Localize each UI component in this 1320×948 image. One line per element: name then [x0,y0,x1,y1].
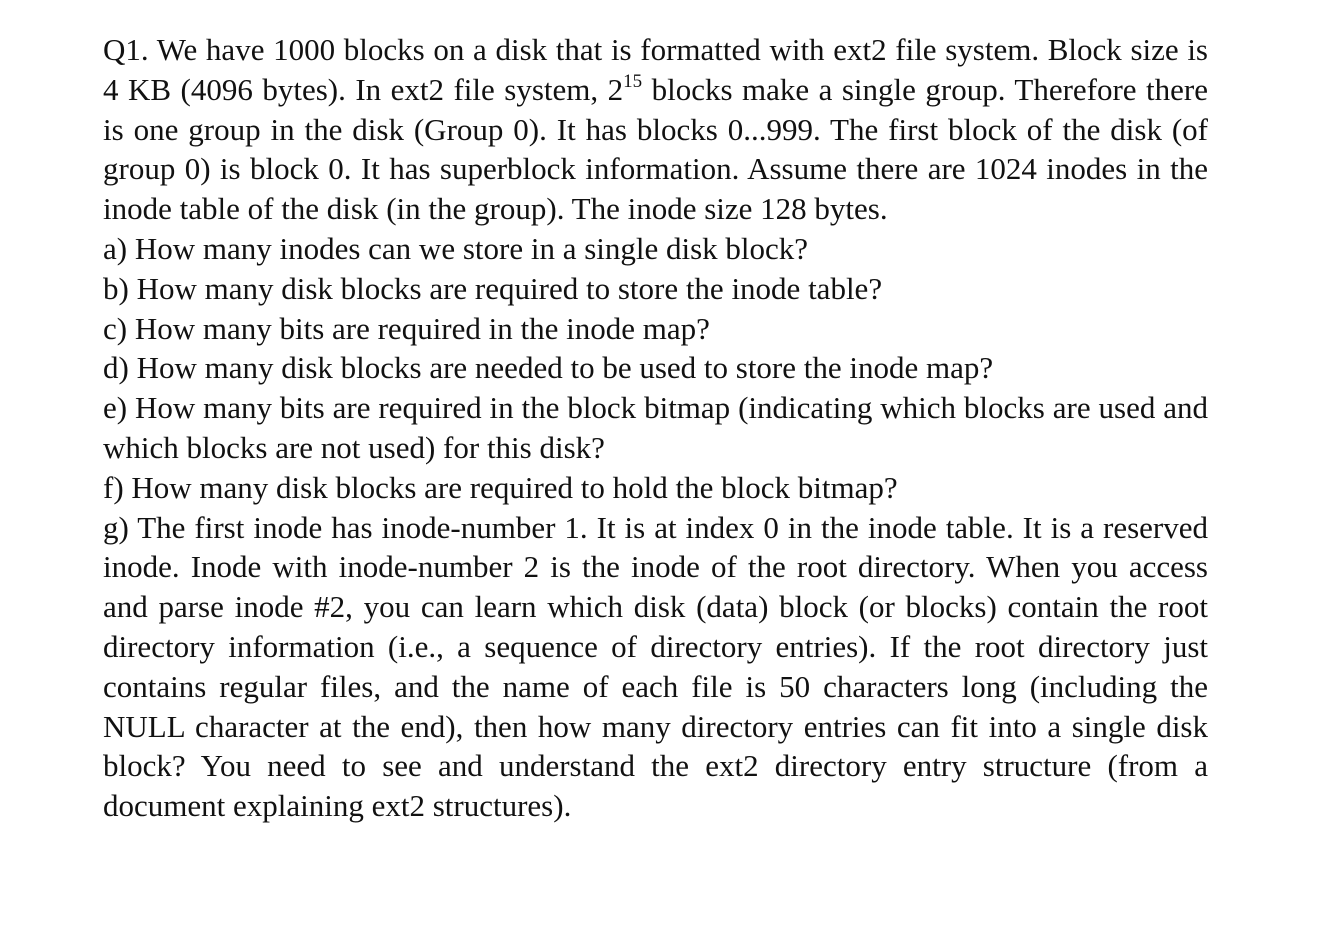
exponent: 15 [623,70,643,92]
question-item-b: b) How many disk blocks are required to store the inode table? [103,270,883,306]
question-intro [103,30,1208,229]
question-item-c: c) How many bits are required in the inode map? [103,310,710,346]
question-item-f: f) How many disk blocks are required to hold the block bitmap? [103,469,898,505]
question-item-a: a) How many inodes can we store in a single disk block? [103,230,809,266]
question-document [103,30,1208,826]
question-item-g: g) The first inode has inode-number 1. It is at index 0 in the inode table. It is a reserved inode. Inode with inode-number 2 is the inode of the root directory. When you access and parse inode #2, you can learn which disk (data) block (or blocks) contain the root directory information (i.e., a sequence of directory entries). If the root directory just contains regular files, and the name of each file is 50 characters long (including the NULL character at the end), then how many directory entries can fit into a single disk block? You need to see and understand the ext2 directory entry structure (from a document explaining ext2 structures). [103,509,1208,824]
intro-text-start: Q1. We have 1000 blocks on a disk that is formatted with ext2 file system. Block size is 4 KB (4096 bytes). In ext2 file system, 2 [103,32,1208,107]
intro-text-end: blocks make a single group. Therefore there is one group in the disk (Group 0). It has blocks 0...999. The first block of the disk (of group 0) is block 0. It has superblock information. Assume there are 1024 inodes in the inode table of the disk (in the group). The inode size 128 bytes. [103,71,1208,227]
question-item-d: d) How many disk blocks are needed to be used to store the inode map? [103,350,994,386]
question-item-e: e) How many bits are required in the block bitmap (indicating which blocks are used and which blocks are not used) for this disk? [103,390,1208,465]
